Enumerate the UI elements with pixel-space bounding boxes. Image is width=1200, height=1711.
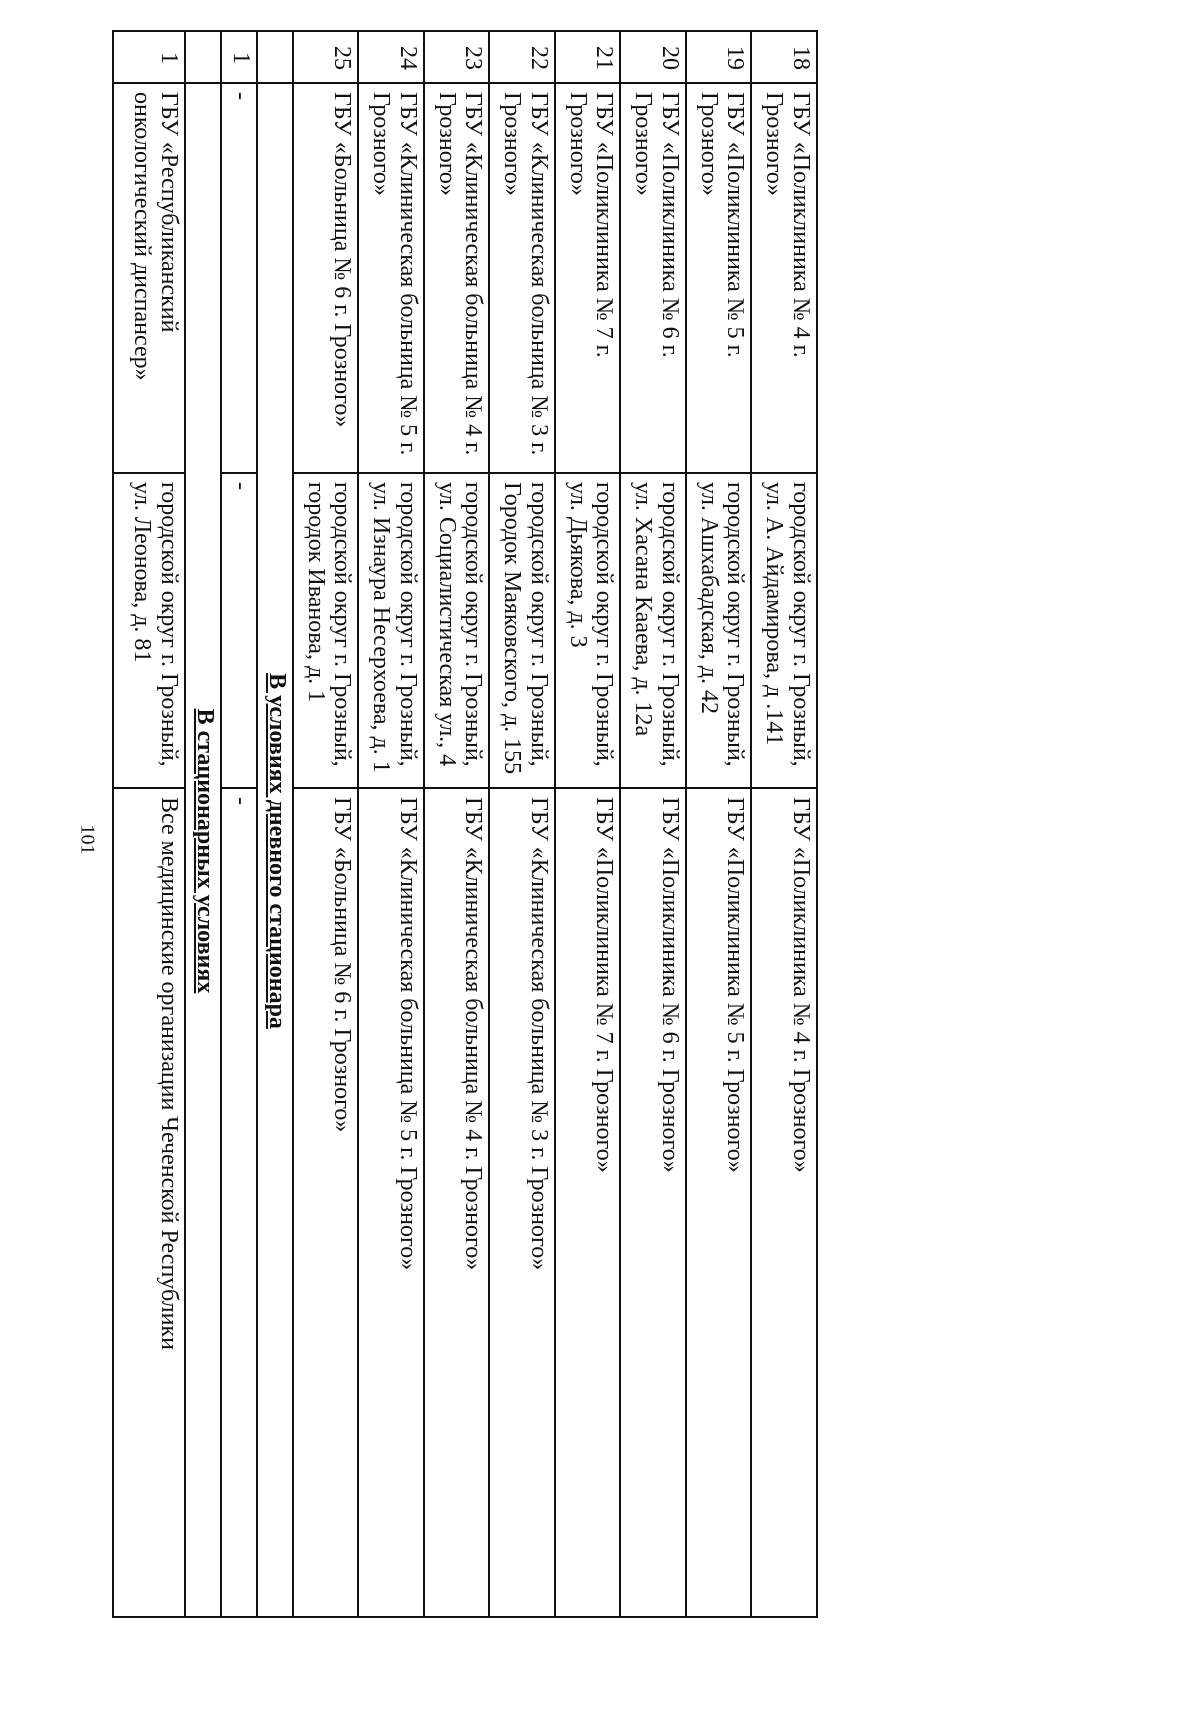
organization-cell: ГБУ «Клиническая больница № 5 г. Грозного» (358, 788, 424, 1617)
address-cell: городской округ г. Грозный, ул. Хасана Кааева, д. 12а (620, 473, 686, 788)
row-number: 18 (751, 31, 817, 83)
org-name-cell: ГБУ «Больница № 6 г. Грозного» (293, 83, 359, 473)
medical-organizations-table (112, 30, 818, 1618)
row-number: 1 (113, 31, 185, 83)
address-cell: городской округ г. Грозный, ул. Изнаура Несерхоева, д. 1 (358, 473, 424, 788)
table-row (221, 31, 257, 1617)
address-cell: городской округ г. Грозный, Городок Маяковского, д. 155 (489, 473, 555, 788)
row-number: 20 (620, 31, 686, 83)
organization-cell: ГБУ «Клиническая больница № 4 г. Грозного» (424, 788, 490, 1617)
section-blank-cell (257, 31, 293, 83)
table-row (358, 31, 424, 1617)
org-name-cell: ГБУ «Поликлиника № 6 г. Грозного» (620, 83, 686, 473)
org-name-cell: ГБУ «Клиническая больница № 4 г. Грозного» (424, 83, 490, 473)
address-cell: городской округ г. Грозный, ул. Ашхабадская, д. 42 (686, 473, 752, 788)
address-cell: городской округ г. Грозный, ул. Леонова, д. 81 (113, 473, 185, 788)
table-row (751, 31, 817, 1617)
section-title-day-hospital: В условиях дневного стационара (257, 83, 293, 1617)
address-cell: городской округ г. Грозный, городок Иванова, д. 1 (293, 473, 359, 788)
org-name-cell: ГБУ «Клиническая больница № 5 г. Грозного» (358, 83, 424, 473)
row-number: 21 (555, 31, 621, 83)
row-number: 1 (221, 31, 257, 83)
org-name-cell: ГБУ «Поликлиника № 4 г. Грозного» (751, 83, 817, 473)
section-header-row (257, 31, 293, 1617)
row-number: 19 (686, 31, 752, 83)
organization-cell: ГБУ «Больница № 6 г. Грозного» (293, 788, 359, 1617)
table-row (489, 31, 555, 1617)
table-row (686, 31, 752, 1617)
page-number: 101 (76, 824, 99, 855)
row-number: 24 (358, 31, 424, 83)
row-number: 25 (293, 31, 359, 83)
address-cell: городской округ г. Грозный, ул. Дьякова, д. 3 (555, 473, 621, 788)
table-row (555, 31, 621, 1617)
org-name-cell: ГБУ «Клиническая больница № 3 г. Грозного» (489, 83, 555, 473)
organization-cell: ГБУ «Поликлиника № 4 г. Грозного» (751, 788, 817, 1617)
organization-cell: ГБУ «Поликлиника № 5 г. Грозного» (686, 788, 752, 1617)
table-row (424, 31, 490, 1617)
table-row (293, 31, 359, 1617)
organization-cell: Все медицинские организации Чеченской Республики (113, 788, 185, 1617)
organization-cell: ГБУ «Клиническая больница № 3 г. Грозного» (489, 788, 555, 1617)
table-row (113, 31, 185, 1617)
section-header-row (185, 31, 221, 1617)
row-number: 22 (489, 31, 555, 83)
organization-cell: - (221, 788, 257, 1617)
address-cell: - (221, 473, 257, 788)
row-number: 23 (424, 31, 490, 83)
table-row (620, 31, 686, 1617)
section-blank-cell (185, 31, 221, 83)
org-name-cell: ГБУ «Поликлиника № 5 г. Грозного» (686, 83, 752, 473)
address-cell: городской округ г. Грозный, ул. А. Айдамирова, д .141 (751, 473, 817, 788)
organization-cell: ГБУ «Поликлиника № 7 г. Грозного» (555, 788, 621, 1617)
section-title-inpatient: В стационарных условиях (185, 83, 221, 1617)
org-name-cell: - (221, 83, 257, 473)
org-name-cell: ГБУ «Республиканский онкологический диспансер» (113, 83, 185, 473)
rotated-table-wrapper (112, 30, 818, 1616)
organization-cell: ГБУ «Поликлиника № 6 г. Грозного» (620, 788, 686, 1617)
org-name-cell: ГБУ «Поликлиника № 7 г. Грозного» (555, 83, 621, 473)
address-cell: городской округ г. Грозный, ул. Социалистическая ул., 4 (424, 473, 490, 788)
